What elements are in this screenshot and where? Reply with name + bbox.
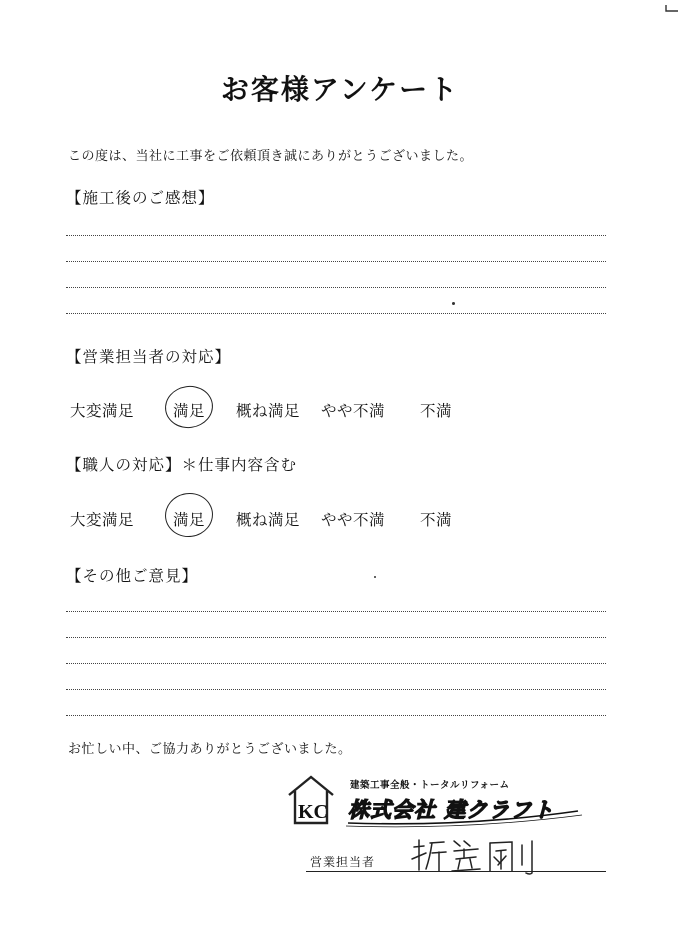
staff-label: 営業担当者 — [310, 855, 376, 869]
impressions-line — [66, 287, 606, 288]
opinions-line — [66, 715, 606, 716]
scan-speck — [452, 302, 455, 305]
signature-line — [306, 871, 606, 872]
opinions-line — [66, 637, 606, 638]
impressions-heading: 【施工後のご感想】 — [66, 189, 215, 207]
impressions-line — [66, 313, 606, 314]
staff-signature — [408, 837, 558, 879]
option-satisfied: 満足 — [173, 402, 206, 420]
option-dissatisfied: 不満 — [420, 402, 453, 420]
selection-circle — [162, 383, 215, 431]
impressions-line — [66, 235, 606, 236]
intro-text: この度は、当社に工事をご依頼頂き誠にありがとうございました。 — [68, 149, 474, 164]
option-very-satisfied: 大変満足 — [70, 511, 135, 529]
other-opinions-heading: 【その他ご意見】 — [66, 567, 199, 585]
svg-text:建築工事全般・トータルリフォーム: 建築工事全般・トータルリフォーム — [350, 780, 510, 791]
svg-text:株式会社 建クラフト: 株式会社 建クラフト — [348, 798, 555, 822]
sales-response-heading: 【営業担当者の対応】 — [66, 348, 232, 366]
option-mostly-satisfied: 概ね満足 — [236, 402, 301, 420]
scan-edge-mark — [664, 0, 680, 10]
craftsman-response-heading: 【職人の対応】＊仕事内容含む — [66, 456, 298, 474]
svg-text:KC: KC — [298, 801, 328, 823]
option-very-satisfied: 大変満足 — [70, 402, 135, 420]
option-satisfied: 満足 — [173, 511, 206, 529]
option-somewhat-dissatisfied: やや不満 — [321, 511, 386, 529]
opinions-line — [66, 689, 606, 690]
selection-circle — [162, 490, 216, 540]
option-dissatisfied: 不満 — [420, 511, 453, 529]
survey-title: お客様アンケート — [220, 73, 460, 106]
opinions-line — [66, 611, 606, 612]
option-somewhat-dissatisfied: やや不満 — [321, 402, 386, 420]
house-logo-icon — [289, 777, 333, 823]
option-mostly-satisfied: 概ね満足 — [236, 511, 301, 529]
impressions-line — [66, 261, 606, 262]
scan-speck — [374, 576, 376, 578]
opinions-line — [66, 663, 606, 664]
company-logo — [286, 773, 596, 837]
closing-text: お忙しい中、ご協力ありがとうございました。 — [68, 742, 352, 757]
